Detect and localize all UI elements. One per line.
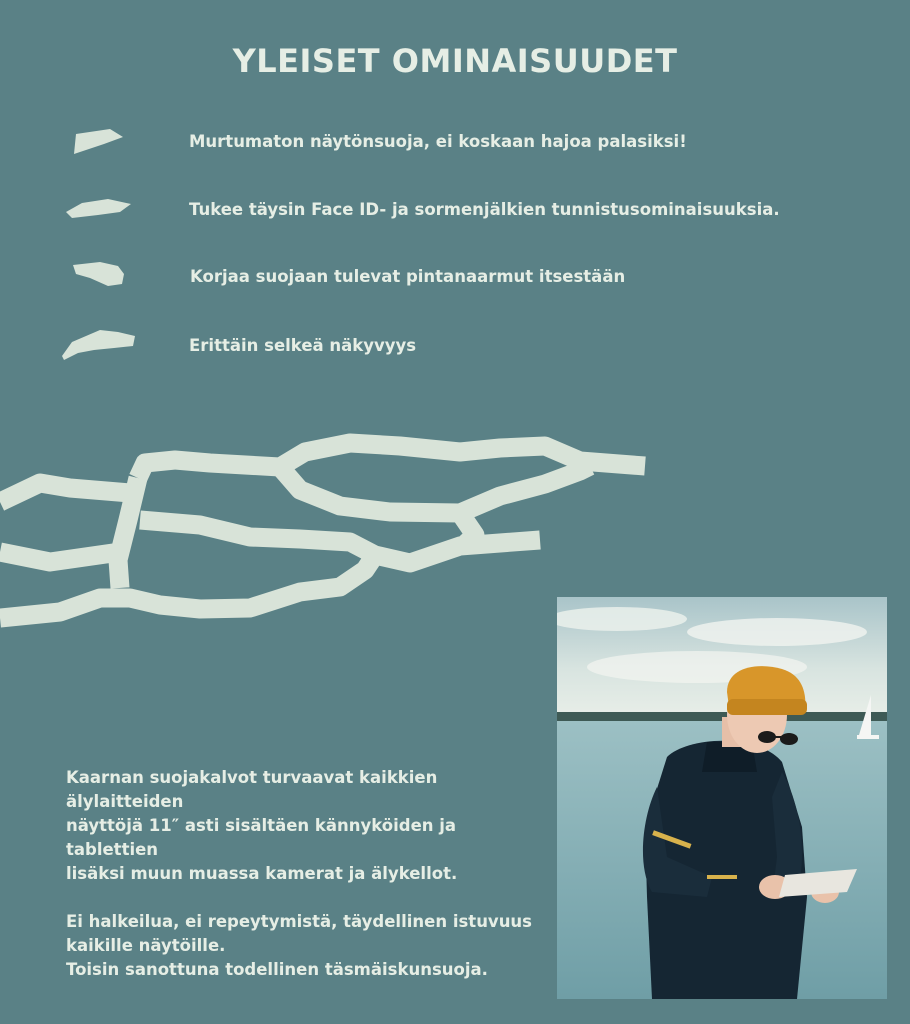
feature-text: Tukee täysin Face ID- ja sormenjälkien tunnistusominaisuuksia.: [189, 200, 780, 219]
shard-icon: [60, 326, 140, 370]
feature-item: [0, 190, 910, 234]
description-line: Toisin sanottuna todellinen täsmäiskunsuoja.: [66, 960, 488, 979]
description-line: lisäksi muun muassa kamerat ja älykellot.: [66, 864, 458, 883]
description-line: kaikille näytöille.: [66, 936, 226, 955]
description-line: näyttöjä 11″ asti sisältäen kännyköiden ja tablettien: [66, 816, 457, 859]
photo-illustration: [557, 597, 887, 999]
shard-icon: [60, 122, 140, 166]
page-title: YLEISET OMINAISUUDET: [232, 42, 678, 80]
feature-item: [0, 122, 910, 166]
person-with-tablet-photo: [557, 597, 887, 999]
feature-item: [0, 326, 910, 370]
shard-icon: [60, 190, 140, 234]
shard-icon: [60, 257, 140, 301]
feature-item: [0, 257, 910, 301]
description-line: Ei halkeilua, ei repeytymistä, täydellinen istuvuus: [66, 912, 533, 931]
description: [66, 766, 546, 982]
feature-text: Murtumaton näytönsuoja, ei koskaan hajoa palasiksi!: [189, 132, 687, 151]
feature-text: Erittäin selkeä näkyvyys: [189, 336, 417, 355]
feature-text: Korjaa suojaan tulevat pintanaarmut itsestään: [190, 267, 626, 286]
description-line: Kaarnan suojakalvot turvaavat kaikkien älylaitteiden: [66, 768, 438, 811]
